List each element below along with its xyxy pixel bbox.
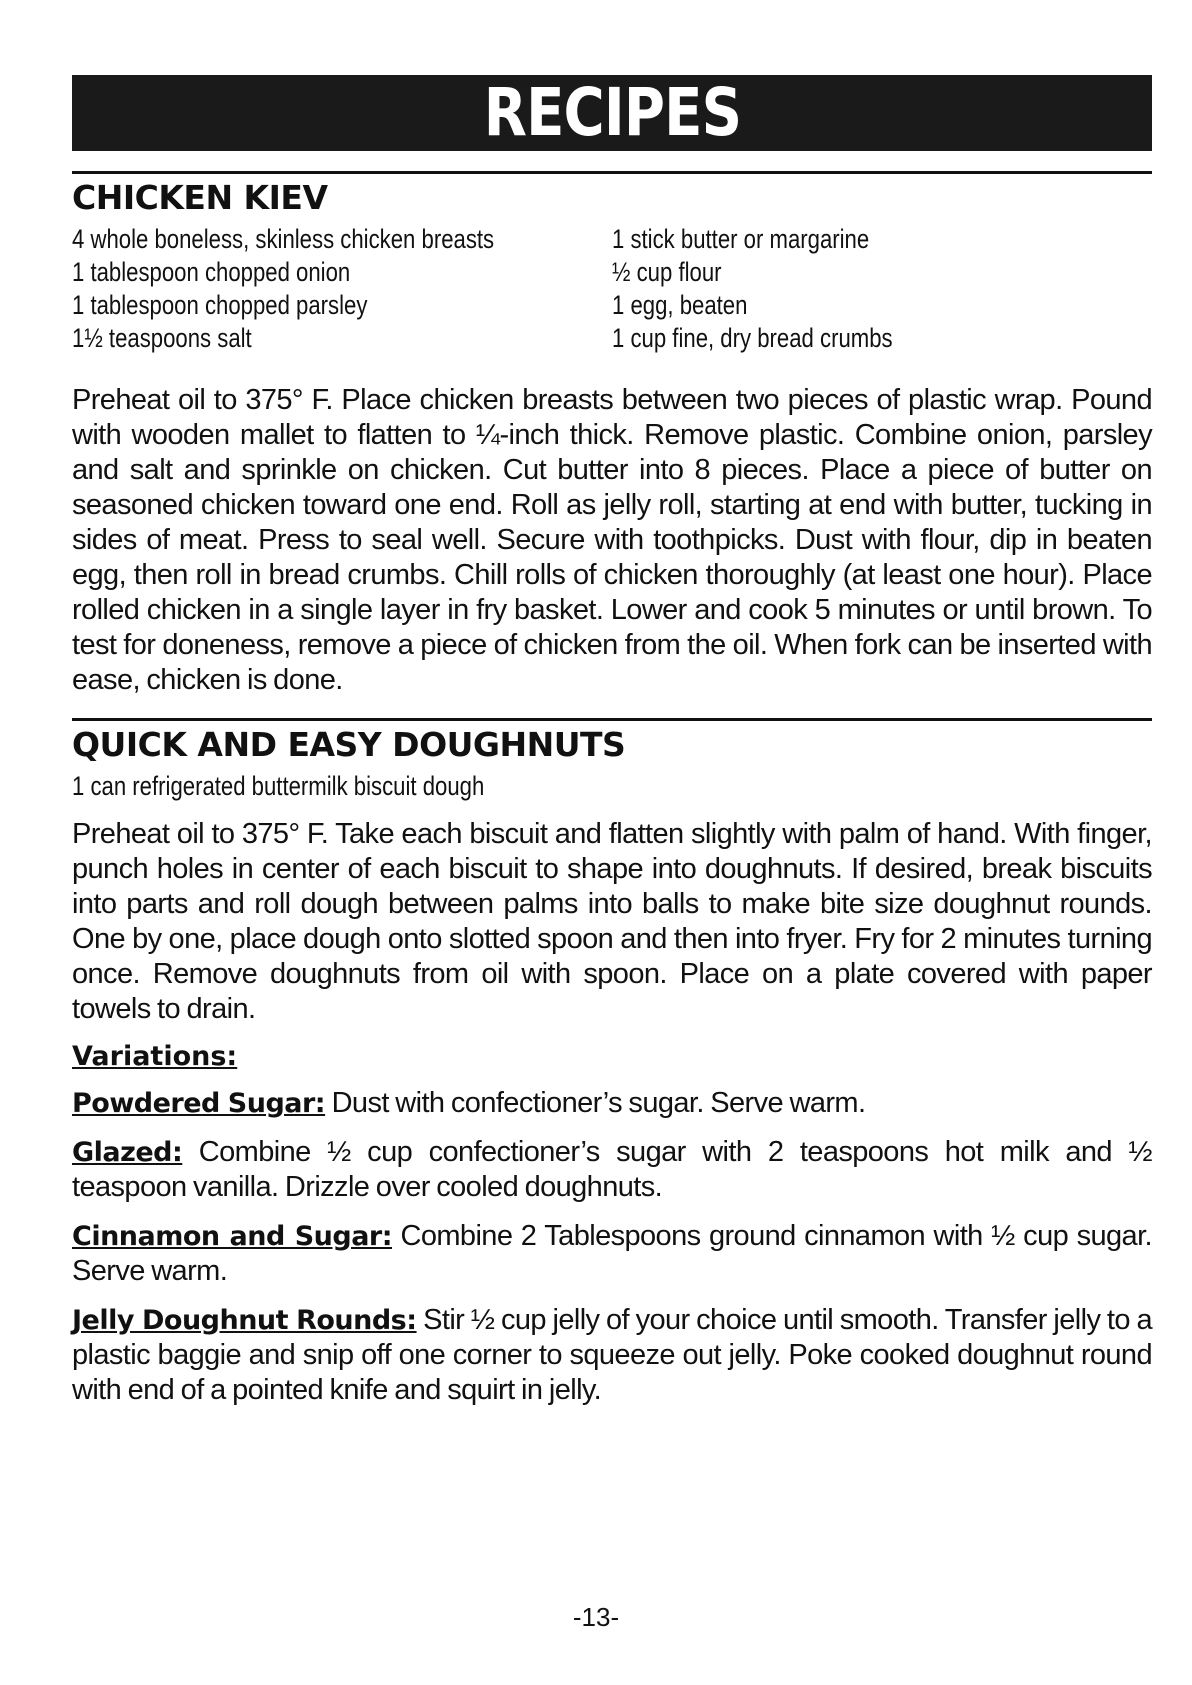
ingredient-item: 1 egg, beaten xyxy=(612,290,748,320)
variation-text: Stir ½ cup jelly of your choice until smooth. Transfer jelly to a plastic baggie and snip off one corner to squeeze out jelly. Poke cooked doughnut round with end of a pointed knife and squirt in jelly. xyxy=(72,1304,1153,1406)
section-divider xyxy=(72,171,1152,174)
recipes-banner xyxy=(72,75,1152,151)
chicken-kiev-ingredients xyxy=(72,223,1152,355)
ingredient-item: 4 whole boneless, skinless chicken breasts xyxy=(72,224,495,254)
banner-title: RECIPES xyxy=(483,74,741,151)
page-number: -13- xyxy=(572,1602,620,1632)
ingredient-item: ½ cup flour xyxy=(612,257,722,287)
doughnuts-ingredient: 1 can refrigerated buttermilk biscuit dough xyxy=(72,771,485,801)
variation-label: Jelly Doughnut Rounds: xyxy=(72,1305,417,1336)
variations-heading: Variations: xyxy=(72,1041,238,1072)
ingredient-item: 1 tablespoon chopped parsley xyxy=(72,290,368,320)
doughnuts-title: QUICK AND EASY DOUGHNUTS xyxy=(72,725,626,764)
variation-item xyxy=(72,1086,1152,1121)
section-divider xyxy=(72,718,1152,721)
variation-item xyxy=(72,1303,1152,1408)
variation-item xyxy=(72,1135,1152,1205)
variation-label: Powdered Sugar: xyxy=(72,1088,326,1119)
ingredient-item: 1½ teaspoons salt xyxy=(72,323,252,353)
ingredient-item: 1 stick butter or margarine xyxy=(612,224,870,254)
doughnuts-directions: Preheat oil to 375° F. Take each biscuit and flatten slightly with palm of hand. With finger, punch holes in center of each biscuit to shape into doughnuts. If desired, break biscuits into parts and roll dough between palms into balls to make bite size doughnut rounds. One by one, place dough onto slotted spoon and then into fryer. Fry for 2 minutes turning once. Remove doughnuts from oil with spoon. Place on a plate covered with paper towels to drain. xyxy=(72,818,1152,1025)
variation-item xyxy=(72,1219,1152,1289)
ingredients-right-column xyxy=(612,223,1152,355)
variation-text: Combine ½ cup confectioner’s sugar with 2 teaspoons hot milk and ½ teaspoon vanilla. Drizzle over cooled doughnuts. xyxy=(72,1136,1152,1203)
ingredient-item: 1 tablespoon chopped onion xyxy=(72,257,351,287)
chicken-kiev-directions: Preheat oil to 375° F. Place chicken breasts between two pieces of plastic wrap. Pound with wooden mallet to flatten to ¼-inch thick. Remove plastic. Combine onion, parsley and salt and sprinkle on chicken. Cut butter into 8 pieces. Place a piece of butter on seasoned chicken toward one end. Roll as jelly roll, starting at end with butter, tucking in sides of meat. Press to seal well. Secure with toothpicks. Dust with flour, dip in beaten egg, then roll in bread crumbs. Chill rolls of chicken thoroughly (at least one hour). Place rolled chicken in a single layer in fry basket. Lower and cook 5 minutes or until brown. To test for doneness, remove a piece of chicken from the oil. When fork can be inserted with ease, chicken is done. xyxy=(72,384,1152,696)
chicken-kiev-title: CHICKEN KIEV xyxy=(72,178,328,217)
recipe-page xyxy=(72,75,1152,1408)
ingredients-left-column xyxy=(72,223,612,355)
variation-label: Cinnamon and Sugar: xyxy=(72,1221,393,1252)
ingredient-item: 1 cup fine, dry bread crumbs xyxy=(612,323,893,353)
variation-label: Glazed: xyxy=(72,1137,183,1168)
variation-text: Dust with confectioner’s sugar. Serve warm. xyxy=(331,1087,866,1119)
variation-text: Combine 2 Tablespoons ground cinnamon with ½ cup sugar. Serve warm. xyxy=(72,1220,1152,1287)
